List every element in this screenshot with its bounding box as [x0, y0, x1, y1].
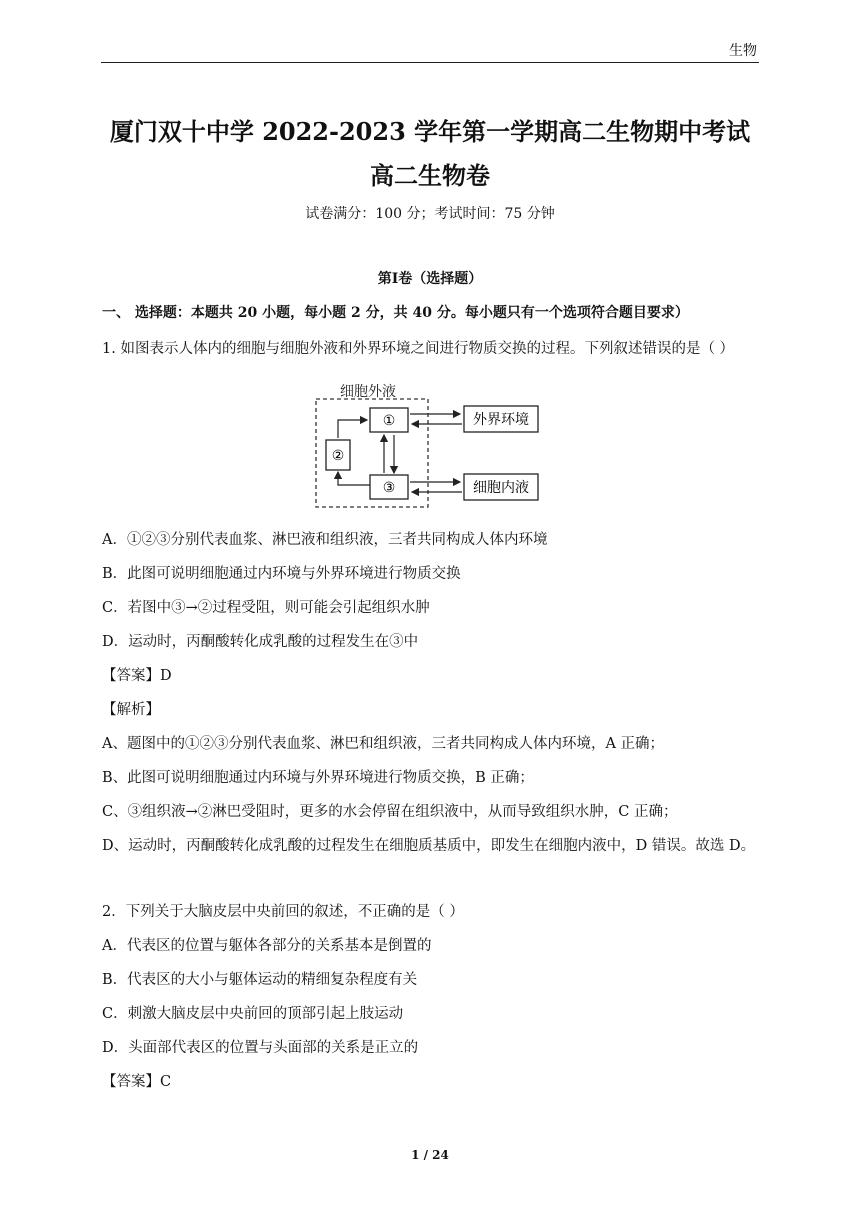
q2-stem: 2．下列关于大脑皮层中央前回的叙述，不正确的是（ ） [102, 904, 464, 920]
arrow-3-to-2 [338, 472, 370, 485]
q1-option-c: C．若图中③→②过程受阻，则可能会引起组织水肿 [102, 600, 430, 616]
node-2-label: ② [331, 448, 345, 464]
exam-title: 厦门双十中学 2022-2023 学年第一学期高二生物期中考试 [109, 117, 751, 146]
header-subject: 生物 [729, 43, 757, 59]
part-heading: 一、 选择题：本题共 20 小题，每小题 2 分，共 40 分。每小题只有一个选项符合题目要求） [102, 305, 689, 321]
outside-env-label: 外界环境 [473, 412, 529, 428]
header-rule [101, 62, 759, 63]
q1-analysis-c: C、③组织液→②淋巴受阻时，更多的水会停留在组织液中，从而导致组织水肿，C 正确； [102, 804, 678, 820]
arrow-2-to-1 [338, 420, 367, 438]
q2-option-d: D．头面部代表区的位置与头面部的关系是正立的 [102, 1040, 419, 1056]
node-3-label: ③ [382, 480, 396, 496]
node-1-label: ① [382, 413, 396, 429]
q1-stem: 1. 如图表示人体内的细胞与细胞外液和外界环境之间进行物质交换的过程。下列叙述错误的是（ ） [102, 341, 735, 357]
q2-answer: 【答案】C [102, 1074, 172, 1090]
section-title: 第Ⅰ卷（选择题） [377, 271, 483, 287]
page-number: 1 / 24 [411, 1148, 449, 1162]
q1-option-b: B．此图可说明细胞通过内环境与外界环境进行物质交换 [102, 566, 461, 582]
q1-analysis-d: D、运动时，丙酮酸转化成乳酸的过程发生在细胞质基质中，即发生在细胞内液中，D 错误。故选 D。 [102, 838, 756, 854]
intracellular-label: 细胞内液 [473, 480, 529, 496]
q1-answer: 【答案】D [102, 668, 172, 684]
q1-analysis-a: A、题图中的①②③分别代表血浆、淋巴和组织液，三者共同构成人体内环境，A 正确； [102, 736, 665, 752]
q1-analysis-b: B、此图可说明细胞通过内环境与外界环境进行物质交换，B 正确； [102, 770, 534, 786]
exchange-diagram [300, 372, 550, 512]
q1-option-d: D．运动时，丙酮酸转化成乳酸的过程发生在③中 [102, 634, 419, 650]
exam-subtitle: 高二生物卷 [370, 161, 490, 190]
q2-option-b: B．代表区的大小与躯体运动的精细复杂程度有关 [102, 972, 418, 988]
q2-option-a: A．代表区的位置与躯体各部分的关系基本是倒置的 [102, 938, 432, 954]
q1-analysis-label: 【解析】 [102, 702, 160, 718]
exam-meta: 试卷满分：100 分；考试时间：75 分钟 [305, 206, 555, 222]
q1-option-a: A．①②③分别代表血浆、淋巴液和组织液，三者共同构成人体内环境 [102, 532, 548, 548]
diagram-group-label: 细胞外液 [340, 384, 396, 400]
q2-option-c: C．刺激大脑皮层中央前回的顶部引起上肢运动 [102, 1006, 404, 1022]
